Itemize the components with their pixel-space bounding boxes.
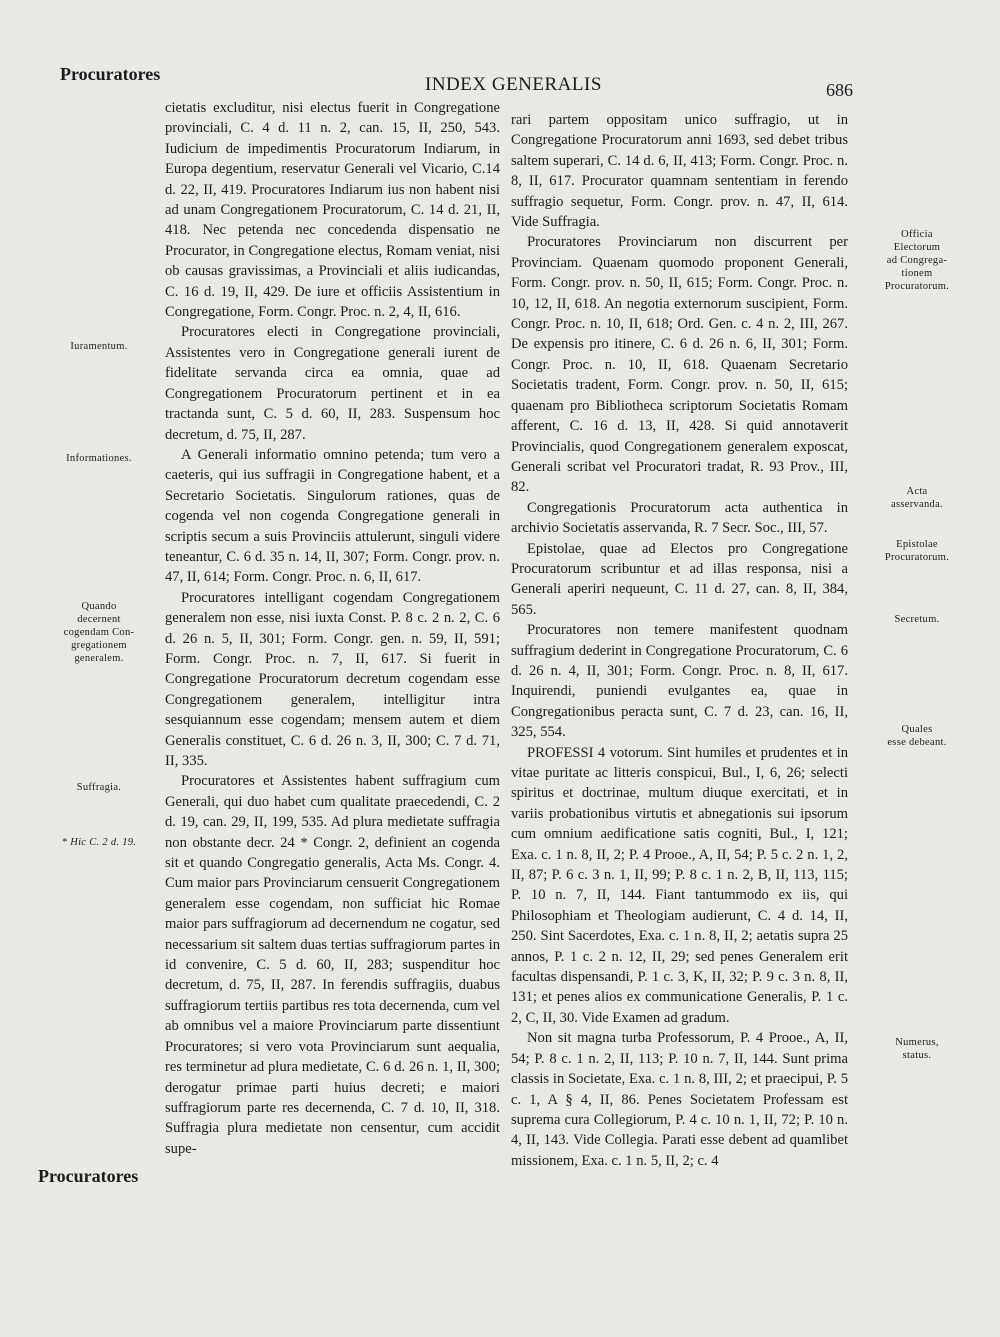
margin-note-suffragia	[40, 781, 158, 794]
margin-note-line: gregationem	[71, 640, 127, 651]
text-column-left	[165, 98, 500, 1159]
margin-note-line: esse debeant.	[887, 737, 947, 748]
margin-note-line: decernent	[77, 614, 121, 625]
margin-note-line: Electorum	[893, 242, 941, 253]
running-foot: Procuratores	[38, 1166, 139, 1186]
margin-note-line: Iuramentum.	[70, 341, 128, 352]
entry-paragraph: PROFESSI 4 votorum. Sint humiles et prudentes et in vitae puritate ac litteris conspicui, Bul., I, 6, 26; selecti spiritus et doctrinae, multum diuque exercitati, et in variis probationibus virtutis et abnegationis sui ipsorum cum omnium aedificatione satis cogniti, Bul., I, 121; Exa. c. 1 n. 8, II, 2; P. 4 Prooe., A, II, 54; P. 5 c. 2 n. 1, 2, II, 87; P. 6 c. 3 n. 1, II, 99; P. 8 c. 1 n. 2, B, II, 113, 115; P. 10 n. 7, II, 144. Fiant tantummodo ex iis, qui Philosophiam et Theologiam audierunt, C. 4 d. 14, II, 250. Sint Sacerdotes, Exa. c. 1 n. 8, II, 2; aetatis supra 25 annos, P. 1 c. 2 n. 12, II, 29; sed penes Generalem erit facultas dispensandi, P. 1 c. 3, K, II, 32; P. 9 c. 3 n. 8, II, 131; et penes alios ex communicatione Generalis, P. 1 c. 2, C, II, 30. Vide Examen ad gradum.	[511, 744, 848, 1026]
page-number: 686	[826, 80, 853, 100]
entry-paragraph: Non sit magna turba Professorum, P. 4 Prooe., A, II, 54; P. 8 c. 1 n. 2, II, 113; P. 10 n. 7, II, 144. Sunt prima classis in Societate, Exa. c. 1 n. 8, III, 2; et praecipui, P. 5 c. 1, A § 4, II, 86. Penes Societatem Professam est suprema cura Collegiorum, P. 4 c. 10 n. 1, II, 72; P. 10 n. 4, II, 143. Vide Collegia. Parati esse debent ad quamlibet missionem, Exa. c. 1 n. 5, II, 2; c. 4	[511, 1030, 848, 1169]
margin-note-iuramentum	[40, 340, 158, 353]
margin-note-line: status.	[902, 1050, 932, 1061]
entry-paragraph: Procuratores electi in Congregatione provinciali, Assistentes vero in Congregatione generali iurent de fidelitate servanda circa ea omnia, quae ad Congregationem Procuratorum pertinent et in ea tractanda sunt, C. 5 d. 60, II, 283. Suspensum hoc decretum, d. 75, II, 287.	[165, 324, 500, 443]
entry-paragraph: Congregationis Procuratorum acta authentica in archivio Societatis asservanda, R. 7 Secr. Soc., III, 57.	[511, 499, 848, 537]
running-head-title: INDEX GENERALIS	[425, 74, 602, 95]
margin-note-informationes	[40, 452, 158, 465]
margin-note-quales	[862, 723, 972, 749]
text-column-right	[511, 110, 848, 1171]
margin-note-secretum	[862, 613, 972, 626]
entry-paragraph: A Generali informatio omnino petenda; tum vero a caeteris, qui ius suffragii in Congregatione habent, et a Secretario Societatis. Singulorum rationes, quas de cogenda vel non cogenda Congregatione generali in scriptis secum a suis Provinciis attulerunt, singuli videre teneantur, C. 6 d. 35 n. 14, II, 307; Form. Congr. prov. n. 47, II, 614; Form. Congr. Proc. n. 6, II, 617.	[165, 446, 500, 586]
margin-note-line: Informationes.	[66, 453, 132, 464]
running-head-left: Procuratores	[60, 64, 161, 84]
entry-paragraph: Procuratores non temere manifestent quodnam suffragium dederint in Congregatione Procuratorum, C. 6 d. 26 n. 4, II, 301; Form. Congr. Proc. n. 8, II, 617. Inquirendi, puniendi evulgantes ea, quae in Congregationibus peracta sunt, C. 7 d. 23, can. 16, II, 325, 554.	[511, 622, 848, 741]
entry-paragraph: rari partem oppositam unico suffragio, ut in Congregatione Procuratorum anni 1693, sed debet tribus saltem superari, C. 14 d. 6, II, 413; Form. Congr. Proc. n. 8, II, 617. Procurator quamnam sententiam in ferendo suffragio sequetur, Form. Congr. prov. n. 47, II, 614. Vide Suffragia.	[511, 112, 848, 231]
margin-note-officia-electorum	[862, 228, 972, 293]
margin-note-line: * Hic C. 2 d. 19.	[61, 837, 137, 848]
margin-note-line: cogendam Con-	[63, 627, 135, 638]
margin-note-line: Procuratorum.	[884, 281, 950, 292]
entry-paragraph: cietatis excluditur, nisi electus fuerit in Congregatione provinciali, C. 4 d. 11 n. 2, can. 15, II, 250, 543. Iudicium de impedimentis Procuratorum Indiarum, in Europa degentium, reservatur Generali vel Vicario, C.14 d. 22, II, 419. Procuratores Indiarum ius non habent nisi ad unam Congregationem Procuratorum, C. 14 d. 21, II, 418. Nec petenda nec concedenda dispensatio ne Procurator, in Congregatione electus, Romam veniat, nisi ob causas gravissimas, a Provinciali et aliis iudicandas, C. 16 d. 19, II, 429. De iure et officiis Assistentium in Congregatione, Form. Congr. Proc. n. 2, 4, II, 616.	[165, 100, 500, 321]
margin-note-line: Numerus,	[895, 1037, 939, 1048]
margin-note-line: ad Congrega-	[886, 255, 948, 266]
entry-paragraph: Procuratores intelligant cogendam Congregationem generalem non esse, nisi iuxta Const. P. 8 c. 2 n. 2, C. 6 d. 26 n. 5, II, 301; Form. Congr. gen. n. 59, II, 591; Form. Congr. Proc. n. 7, II, 617. Si fuerit in Congregatione Procuratorum decretum cogendam esse Congregationem generalem, intelligitur intra sesquiannum esse cogendam; mensem autem et diem Generalis constituet, C. 6 d. 26 n. 3, II, 300; C. 7 d. 71, II, 335.	[165, 589, 500, 769]
margin-note-epistolae	[862, 538, 972, 564]
margin-note-line: generalem.	[74, 653, 124, 664]
entry-paragraph: Procuratores et Assistentes habent suffragium cum Generali, qui duo habet cum qualitate praecedendi, C. 2 d. 19, can. 29, II, 199, 535. Ad plura medietate suffragia non obstante decr. 24 * Congr. 2, definient an cogenda sit et quando Congregatio generalis, Acta Ms. Congr. 4. Cum maior pars Provinciarum censuerit Congregationem generalem esse cogendam, non sufficiat hic Romae maior pars suffragiorum ad decernendum ne cogatur, sed necessarium sit saltem duas tertias suffragiorum partes in id convenire, C. 5 d. 60, II, 283; suspenditur hoc decretum, d. 75, II, 287. In ferendis suffragiis, duabus suffragiorum tertiis partibus res tota decernenda, cum vel ab omnibus vel a maiore Provinciarum parte dissentiunt Procuratores; si vero vota Provinciarum sunt aequalia, res terminetur ad plura medietate, C. 6 d. 26 n. 1, II, 300; derogatur primae parti huius decreti; e maiori suffragiorum parte res decernenda, C. 7 d. 10, II, 318. Suffragia plura medietate non censentur, cum accidit supe-	[165, 773, 500, 1157]
margin-note-line: Suffragia.	[76, 782, 122, 793]
margin-note-line: tionem	[901, 268, 933, 279]
entry-paragraph: Epistolae, quae ad Electos pro Congregatione Procuratorum scribuntur et ad illas responsa, nisi a Generali aperiri nequeunt, C. 11 d. 27, can. 8, II, 384, 565.	[511, 540, 848, 618]
margin-note-numerus	[862, 1036, 972, 1062]
margin-note-line: Procuratorum.	[884, 552, 950, 563]
margin-note-acta	[862, 485, 972, 511]
margin-note-line: Epistolae	[896, 539, 938, 550]
margin-note-line: Quando	[81, 601, 117, 612]
margin-note-quando-decernent	[40, 600, 158, 665]
margin-note-line: Officia	[901, 229, 933, 240]
margin-note-line: Quales	[901, 724, 933, 735]
margin-note-line: asservanda.	[891, 499, 943, 510]
entry-paragraph: Procuratores Provinciarum non discurrent per Provinciam. Quaenam quomodo proponent Generali, Form. Congr. prov. n. 50, II, 615; Form. Congr. Proc. n. 10, 12, II, 618. An negotia externorum suscipient, Form. Congr. Proc. n. 10, II, 618; Ord. Gen. c. 4 n. 2, III, 267. De expensis pro itinere, C. 6 d. 26 n. 6, II, 301; Form. Congr. Proc. n. 10, II, 618. Quaenam Secretario Societatis tradent, Form. Congr. prov. n. 50, II, 615; quaenam pro Bibliotheca scriptorum Societatis Romam afferent, C. 16 d. 13, II, 428. Si quid annotaverit Provincialis, quod Congregationem generalem exposcat, Generali scribat vel Procuratori tradat, R. 93 Prov., III, 82.	[511, 234, 848, 496]
margin-note-line: Secretum.	[894, 614, 940, 625]
margin-note-footnote	[40, 836, 158, 849]
margin-note-line: Acta	[906, 486, 928, 497]
